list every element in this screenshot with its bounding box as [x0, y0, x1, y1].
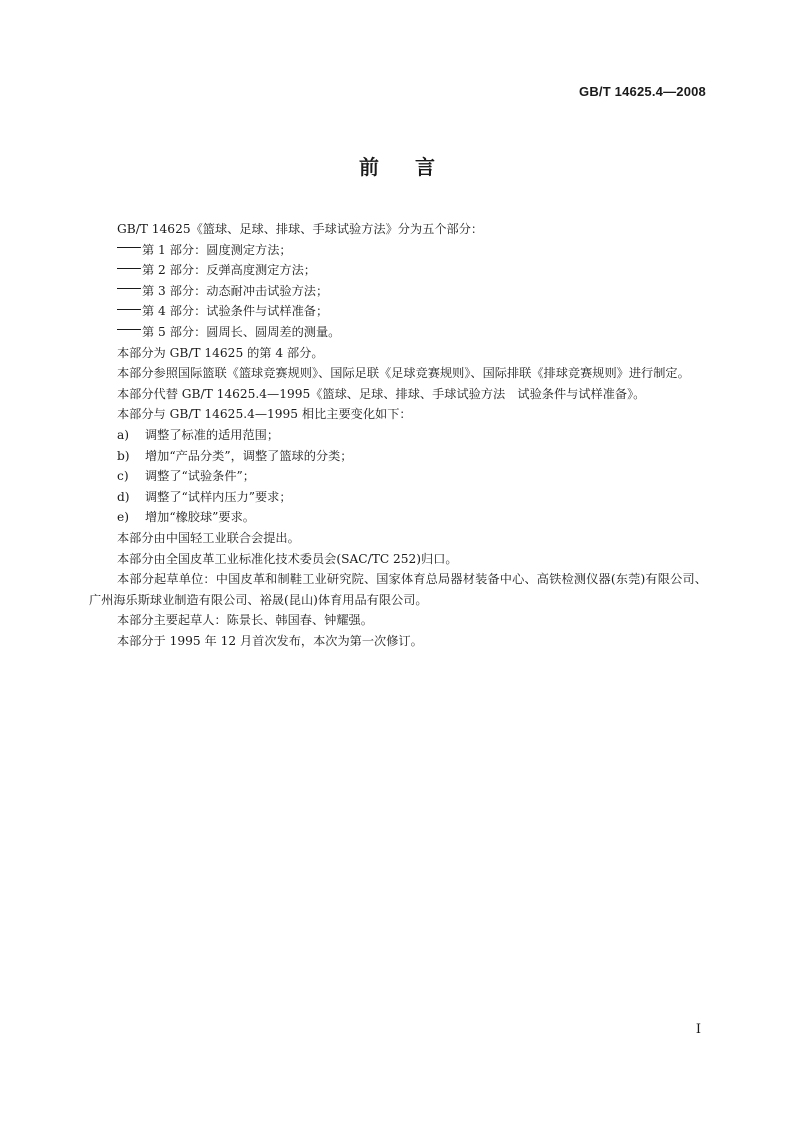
page-number: I — [695, 1022, 701, 1037]
history-paragraph: 本部分于 1995 年 12 月首次发布，本次为第一次修订。 — [117, 633, 423, 648]
drafters-paragraph: 本部分主要起草人：陈景长、韩国春、钟耀强。 — [117, 613, 373, 628]
replace-paragraph: 本部分代替 GB/T 14625.4—1995《篮球、足球、排球、手球试验方法 试验条件与试样准备》。 — [117, 386, 646, 401]
dash-mark — [117, 268, 141, 270]
part-item-1 — [89, 240, 707, 261]
change-item-b — [89, 446, 707, 467]
change-item-text: 调整了“试样内压力”要求； — [145, 489, 292, 504]
part-item-3 — [89, 281, 707, 302]
part-item-text: 第 4 部分：试验条件与试样准备； — [142, 304, 329, 319]
dash-mark — [117, 329, 141, 331]
centralized-paragraph: 本部分由全国皮革工业标准化技术委员会(SAC/TC 252)归口。 — [117, 551, 458, 566]
list-marker: e) — [117, 510, 129, 525]
intro-paragraph: GB/T 14625《篮球、足球、排球、手球试验方法》分为五个部分： — [117, 222, 484, 236]
list-marker: a) — [117, 427, 130, 442]
part-item-text: 第 5 部分：圆周长、圆周差的测量。 — [142, 324, 341, 339]
change-item-d — [89, 487, 707, 508]
part-item-text: 第 3 部分：动态耐冲击试验方法； — [142, 283, 329, 298]
part-item-5 — [89, 322, 707, 343]
drafting-units-paragraph: 本部分起草单位：中国皮革和制鞋工业研究院、国家体育总局器材装备中心、高铁检测仪器(东莞)有限公司、广州海乐斯球业制造有限公司、裕晟(昆山)体育用品有限公司。 — [89, 572, 707, 607]
proposed-paragraph: 本部分由中国轻工业联合会提出。 — [117, 530, 300, 545]
part-item-text: 第 1 部分：圆度测定方法； — [142, 242, 292, 257]
list-marker: b) — [117, 448, 130, 463]
dash-mark — [117, 247, 141, 249]
change-item-text: 增加“橡胶球”要求。 — [145, 510, 255, 525]
change-item-text: 增加“产品分类”，调整了篮球的分类； — [145, 448, 353, 463]
changes-paragraph: 本部分与 GB/T 14625.4—1995 相比主要变化如下： — [117, 407, 412, 422]
list-marker: d) — [117, 489, 130, 504]
change-item-e — [89, 507, 707, 528]
dash-mark — [117, 288, 141, 290]
change-item-a — [89, 425, 707, 446]
list-marker: c) — [117, 469, 129, 484]
reference-paragraph: 本部分参照国际篮联《篮球竞赛规则》、国际足联《足球竞赛规则》、国际排联《排球竞赛规则》进行制定。 — [117, 366, 690, 381]
change-item-c — [89, 466, 707, 487]
part-item-4 — [89, 301, 707, 322]
change-item-text: 调整了标准的适用范围； — [145, 427, 280, 442]
dash-mark — [117, 309, 141, 311]
part-item-2 — [89, 260, 707, 281]
foreword-body — [89, 219, 707, 651]
standard-number: GB/T 14625.4—2008 — [579, 84, 706, 99]
change-item-text: 调整了“试验条件”； — [145, 469, 255, 484]
part-item-text: 第 2 部分：反弹高度测定方法； — [142, 263, 316, 278]
page-title: 前言 — [359, 155, 471, 179]
this-part-paragraph: 本部分为 GB/T 14625 的第 4 部分。 — [117, 345, 324, 360]
